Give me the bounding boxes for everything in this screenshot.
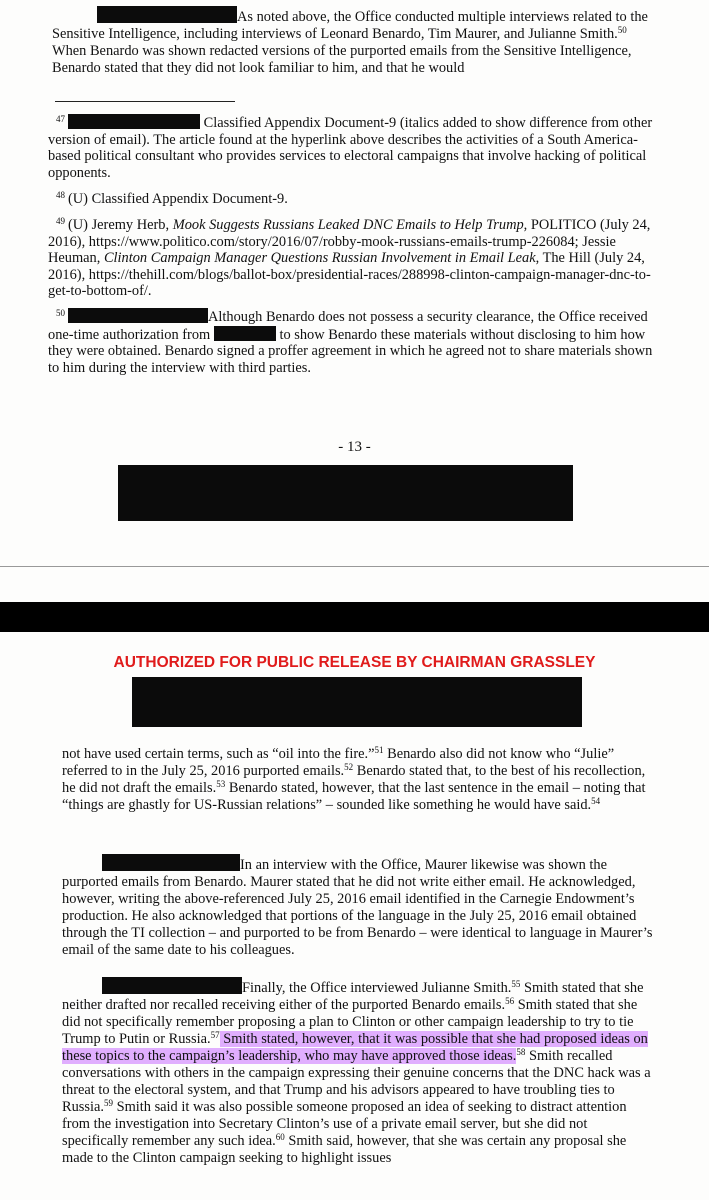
redaction-bar	[68, 308, 208, 323]
redaction-bar	[102, 977, 242, 994]
redaction-bar	[68, 114, 200, 129]
body-paragraph-3: Finally, the Office interviewed Julianne Smith.$^{55}$ Smith stated that she neither drafted nor recalled receiving either of the purported Benardo emails.$^{56}$ Smith stated that she did not specifically remember proposing a plan to Clinton or other campaign leadership to try to tie Trump to Putin or Russia.$^{57}$ Smith stated, however, that it was possible that she had proposed ideas on these topics to the campaign’s leadership, who may have approved those ideas.$^{58}$ Smith recalled conversations with others in the campaign expressing their genuine concerns that the DNC hack was a threat to the electoral system, and that Trump and his advisors appeared to have troubling ties to Russia.$^{59}$ Smith said it was also possible someone proposed an idea of seeking to distract attention from the investigation into Secretary Clinton’s use of a private email server, but she did not specifically remember any such idea.$^{60}$ Smith said, however, that she was certain any proposal she made to the Clinton campaign seeking to highlight issues	[62, 979, 651, 1166]
page-edge-line	[0, 566, 709, 567]
highlighted-passage: Smith stated, however, that it was possible that she had proposed ideas on these topics to the campaign’s leadership, who may have approved those ideas.	[62, 1031, 648, 1064]
redaction-bar	[102, 854, 240, 871]
footnote-separator	[55, 101, 235, 102]
page-gap	[0, 602, 709, 632]
redacted-classification-block	[118, 465, 573, 521]
redaction-bar	[214, 326, 276, 341]
redaction-bar	[97, 6, 237, 23]
footnote-48: $^{48}$ (U) Classified Appendix Document-9.	[56, 190, 288, 207]
footnote-49: $^{49}$ (U) Jeremy Herb, Mook Suggests Russians Leaked DNC Emails to Help Trump, POLITICO (July 24, 2016), https://www.politico.com/story/2016/07/robby-mook-russians-emails-trump-226084; Jessie Heuman, Clinton Campaign Manager Questions Russian Involvement in Email Leak, The Hill (July 24, 2016), https://thehill.com/blogs/ballot-box/presidential-races/288998-clinton-campaign-manager-dnc-to-get-to-bottom-of/.	[48, 216, 651, 299]
page-number: - 13 -	[338, 439, 371, 455]
body-paragraph-1: not have used certain terms, such as “oil into the fire.”$^{51}$ Benardo also did not know who “Julie” referred to in the July 25, 2016 purported emails.$^{52}$ Benardo stated that, to the best of his recollection, he did not draft the emails.$^{53}$ Benardo stated, however, that the last sentence in the email – noting that “things are ghastly for US-Russian relations” – sounded like something he would have said.$^{54}$	[62, 745, 646, 813]
body-paragraph-2: In an interview with the Office, Maurer likewise was shown the purported emails from Benardo. Maurer stated that he did not write either email. He acknowledged, however, writing the above-referenced July 25, 2016 email identified in the Carnegie Endowment’s production. He also acknowledged that portions of the language in the July 25, 2016 email obtained through the TI collection – and purported to be from Benardo – were identical to language in Maurer’s email of the same date to his colleagues.	[62, 854, 656, 959]
release-banner: AUTHORIZED FOR PUBLIC RELEASE BY CHAIRMAN GRASSLEY	[113, 654, 596, 671]
redacted-header-block	[132, 677, 582, 727]
footnote-47: $^{47}$ Classified Appendix Document-9 (italics added to show difference from other version of email). The article found at the hyperlink above describes the activities of a South America-based political consultant who provides services to electoral campaigns that involve hacking of political opponents.	[48, 114, 653, 181]
footnote-50: $^{50}$ Although Benardo does not possess a security clearance, the Office received one-time authorization from to show Benardo these materials without disclosing to him how they were obtained. Benardo signed a proffer agreement in which he agreed not to share materials shown to him during the interview with third parties.	[48, 308, 653, 376]
body-paragraph-top: As noted above, the Office conducted multiple interviews related to the Sensitive Intelligence, including interviews of Leonard Benardo, Tim Maurer, and Julianne Smith.$^{50}$ When Benardo was shown redacted versions of the purported emails from the Sensitive Intelligence, Benardo stated that they did not look familiar to him, and that he would	[52, 6, 652, 77]
